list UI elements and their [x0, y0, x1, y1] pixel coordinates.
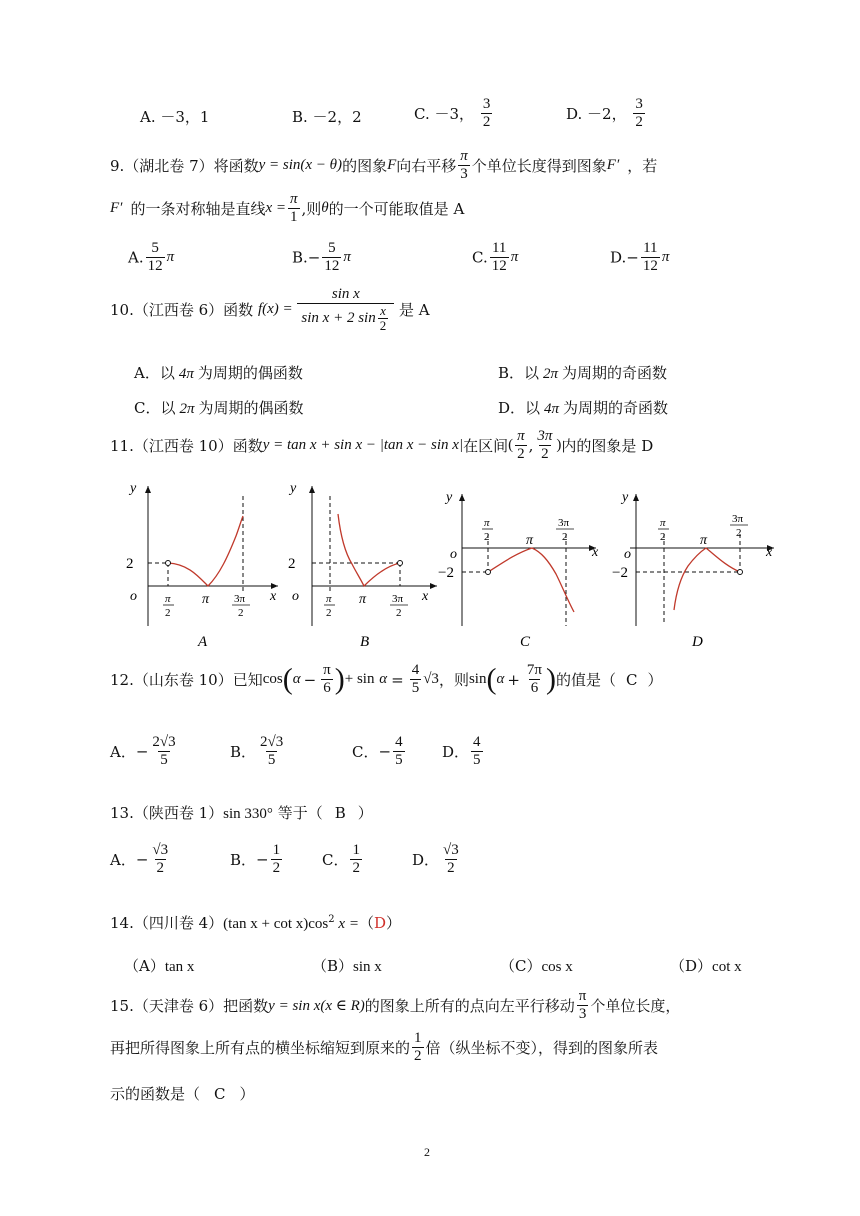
q9-option-b: B.− $\frac{5}{12}$ π — [292, 240, 351, 274]
q12-option-c: C．− $\frac{4}{5}$ — [352, 734, 403, 768]
q15-stem-line2: 再把所得图象上所有点的横坐标缩短到原来的 $\frac{1}{2}$ 倍（纵坐标不变），得到的图象所表 — [110, 1030, 659, 1064]
q14-stem: 14.（四川卷 4）(tan $x + \cot x)\cos^2$ x =（D） — [110, 914, 401, 932]
q8-option-a: A. －3，1 — [140, 108, 210, 126]
q11-graph-d — [610, 486, 785, 656]
q11-graph-c — [436, 486, 606, 656]
q14-option-c: （C）cos x — [500, 957, 573, 975]
q8-option-c: C. －3， $\frac{3}{2}$ — [414, 96, 491, 130]
page-number: 2 — [424, 1145, 430, 1159]
svg-text:π: π — [660, 517, 666, 529]
svg-text:y: y — [290, 481, 297, 496]
q11-graph-b — [282, 476, 452, 656]
svg-text:A: A — [198, 634, 208, 650]
svg-text:C: C — [520, 634, 531, 650]
svg-text:B: B — [360, 634, 370, 650]
svg-text:o: o — [130, 589, 137, 604]
q13-stem: 13.（陕西卷 1）sin 330° 等于（ B ） — [110, 804, 373, 822]
svg-text:y: y — [622, 490, 629, 505]
q14-option-a: （A）tan x — [124, 957, 195, 975]
q10-option-b: B．以 2π 为周期的奇函数 — [498, 364, 668, 382]
svg-text:2: 2 — [736, 527, 742, 539]
svg-text:x: x — [766, 545, 773, 560]
q15-stem-line1: 15.（天津卷 6）把函数y = sin x(x ∈ R)的图象上所有的点向左平行移动 $\frac{\pi}{3}$ 个单位长度， — [110, 988, 681, 1022]
svg-text:2: 2 — [326, 607, 332, 619]
svg-text:2: 2 — [288, 556, 296, 572]
svg-text:3π: 3π — [392, 593, 404, 605]
svg-text:2: 2 — [165, 607, 171, 619]
svg-text:−2: −2 — [438, 565, 454, 581]
q12-option-b: B． $\frac{2√3}{5}$ — [230, 734, 284, 768]
q13-option-b: B．− $\frac{1}{2}$ — [230, 842, 281, 876]
q14-option-b: （B）sin x — [312, 957, 382, 975]
q13-option-d: D． $\frac{√3}{2}$ — [412, 842, 459, 876]
svg-text:o: o — [624, 547, 631, 562]
svg-text:π: π — [526, 533, 534, 548]
svg-text:π: π — [202, 592, 210, 607]
svg-text:x: x — [592, 545, 599, 560]
q11-stem: 11.（江西卷 10）函数y = tan x + sin x − |tan x − sin x|在区间( $\frac{\pi}{2}$ , $\frac{3\pi}{2}$ )内的图象是 D — [110, 428, 654, 462]
svg-text:x: x — [270, 589, 277, 604]
svg-text:y: y — [446, 490, 453, 505]
svg-text:2: 2 — [238, 607, 244, 619]
svg-text:π: π — [700, 533, 708, 548]
q10-option-a: A．以 4π 为周期的偶函数 — [134, 364, 303, 382]
q9-stem-line1: 9.（湖北卷 7）将函数y = sin(x − θ)的图象F向右平移 $\frac{\pi}{3}$ 个单位长度得到图象F′ ，若 — [110, 148, 658, 182]
q13-option-a: A．− $\frac{√3}{2}$ — [110, 842, 169, 876]
svg-text:π: π — [484, 517, 490, 529]
svg-text:2: 2 — [484, 531, 490, 543]
q12-option-d: D． $\frac{4}{5}$ — [442, 734, 481, 768]
svg-text:2: 2 — [396, 607, 402, 619]
svg-text:2: 2 — [660, 531, 666, 543]
q9-option-a: A. $\frac{5}{12}$ π — [128, 240, 175, 274]
q11-graph-a — [118, 476, 288, 656]
q10-stem: 10.（江西卷 6）函数 f(x) = sin x sin x + 2 sin $\frac{x}{2}$ 是 A — [110, 286, 430, 333]
svg-text:o: o — [450, 547, 457, 562]
svg-text:2: 2 — [562, 531, 568, 543]
q10-option-c: C．以 2π 为周期的偶函数 — [134, 399, 304, 417]
svg-text:D: D — [692, 634, 703, 650]
svg-text:x: x — [422, 589, 429, 604]
q10-option-d: D．以 4π 为周期的奇函数 — [498, 399, 669, 417]
svg-text:3π: 3π — [732, 513, 744, 525]
svg-text:3π: 3π — [558, 517, 570, 529]
svg-text:y: y — [130, 481, 137, 496]
svg-text:3π: 3π — [234, 593, 246, 605]
q9-stem-line2: F′ 的一条对称轴是直线x = $\frac{\pi}{1}$ ,则θ的一个可能取值是 A — [110, 191, 465, 225]
svg-text:−2: −2 — [612, 565, 628, 581]
q12-stem: 12.（山东卷 10）已知cos(α − $\frac{\pi}{6}$ )+ sin α = $\frac{4}{5}$ √3，则sin(α + $\frac{7\pi}{6}$ )的值是（ C ） — [110, 662, 663, 696]
svg-text:π: π — [359, 592, 367, 607]
q8-option-b: B. －2，2 — [292, 108, 362, 126]
q14-option-d: （D）cot x — [670, 957, 742, 975]
q8-option-d: D. －2， $\frac{3}{2}$ — [566, 96, 643, 130]
svg-text:π: π — [326, 593, 332, 605]
q13-option-c: C． $\frac{1}{2}$ — [322, 842, 360, 876]
svg-text:o: o — [292, 589, 299, 604]
q12-option-a: A．− $\frac{2√3}{5}$ — [110, 734, 176, 768]
q9-option-c: C. $\frac{11}{12}$ π — [472, 240, 519, 274]
q15-stem-line3: 示的函数是（ C ） — [110, 1085, 255, 1103]
svg-text:π: π — [165, 593, 171, 605]
q9-option-d: D.− $\frac{11}{12}$ π — [610, 240, 670, 274]
svg-text:2: 2 — [126, 556, 134, 572]
